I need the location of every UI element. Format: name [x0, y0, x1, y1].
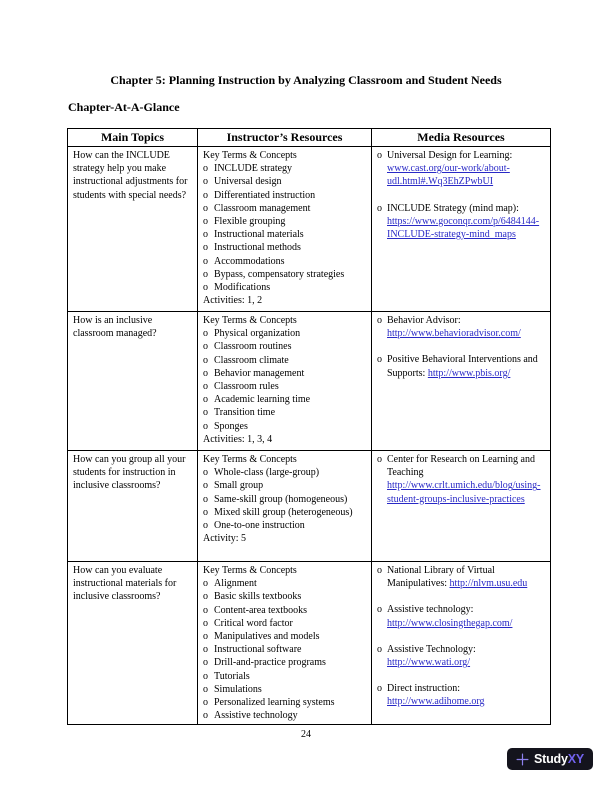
key-term-item: [203, 493, 362, 506]
instructor-resources-cell: [198, 562, 372, 725]
table-row: [68, 147, 551, 312]
bullet-icon: o: [203, 381, 208, 393]
bullet-icon: o: [377, 354, 382, 366]
topic-question: How can you group all your students for instruction in inclusive classrooms?: [73, 454, 186, 492]
key-term-text: Small group: [214, 480, 264, 492]
bullet-icon: o: [203, 506, 208, 518]
bullet-icon: o: [377, 643, 382, 655]
media-resource-item: [377, 603, 547, 629]
key-term-item: [203, 175, 362, 188]
key-term-text: Academic learning time: [214, 394, 311, 406]
media-resource-label: INCLUDE Strategy (mind map):: [387, 202, 519, 214]
bullet-icon: o: [203, 631, 208, 643]
media-resource-link[interactable]: http://www.crlt.umich.edu/blog/using-student-groups-inclusive-practices: [387, 480, 541, 505]
media-resources-cell: [372, 451, 551, 562]
key-term-text: Flexible grouping: [214, 216, 286, 228]
main-topic-cell: [68, 312, 198, 451]
column-header-instructors-resources: Instructor’s Resources: [198, 129, 372, 147]
table-row: [68, 312, 551, 451]
key-term-item: [203, 406, 362, 419]
key-term-item: [203, 228, 362, 241]
section-title: Chapter-At-A-Glance: [68, 100, 180, 114]
logo-text-study: Study: [533, 751, 568, 766]
bullet-icon: o: [203, 697, 208, 709]
bullet-icon: o: [203, 268, 208, 280]
bullet-icon: o: [203, 520, 208, 532]
key-term-item: [203, 340, 362, 353]
key-term-text: INCLUDE strategy: [214, 163, 293, 175]
bullet-icon: o: [203, 670, 208, 682]
key-term-item: [203, 202, 362, 215]
bullet-icon: o: [377, 604, 382, 616]
media-resources-cell: [372, 562, 551, 725]
key-term-text: Personalized learning systems: [214, 697, 335, 709]
media-resource-item: [377, 202, 547, 242]
main-topic-cell: [68, 451, 198, 562]
key-term-item: [203, 670, 362, 683]
bullet-icon: o: [203, 493, 208, 505]
table-row: [68, 562, 551, 725]
bullet-icon: o: [203, 255, 208, 267]
key-term-item: [203, 327, 362, 340]
key-term-item: [203, 604, 362, 617]
column-header-media-resources: Media Resources: [372, 129, 551, 147]
media-resource-link[interactable]: http://www.behavioradvisor.com/: [387, 328, 521, 340]
topic-question: How can you evaluate instructional materials for inclusive classrooms?: [73, 565, 177, 603]
key-terms-heading: Key Terms & Concepts: [203, 150, 297, 161]
bullet-icon: o: [377, 202, 382, 214]
key-term-item: [203, 506, 362, 519]
bullet-icon: o: [203, 480, 208, 492]
media-resource-link[interactable]: http://www.wati.org/: [387, 657, 471, 669]
key-term-item: [203, 215, 362, 228]
key-term-text: Differentiated instruction: [214, 189, 316, 201]
key-terms-heading: Key Terms & Concepts: [203, 454, 297, 465]
bullet-icon: o: [203, 202, 208, 214]
bullet-icon: o: [203, 163, 208, 175]
key-term-text: Tutorials: [214, 670, 250, 682]
bullet-icon: o: [203, 328, 208, 340]
key-term-text: Classroom management: [214, 202, 311, 214]
key-term-item: [203, 162, 362, 175]
bullet-icon: o: [203, 683, 208, 695]
activities-text: Activities: 1, 3, 4: [203, 433, 273, 445]
key-term-item: [203, 393, 362, 406]
topic-question: How is an inclusive classroom managed?: [73, 315, 157, 340]
studyxy-logo-badge: [507, 748, 593, 770]
bullet-icon: o: [203, 407, 208, 419]
key-term-item: [203, 367, 362, 380]
key-term-item: [203, 420, 362, 433]
key-term-text: Physical organization: [214, 328, 301, 340]
main-topic-cell: [68, 562, 198, 725]
bullet-icon: o: [203, 578, 208, 590]
media-resource-link[interactable]: http://www.pbis.org/: [427, 367, 511, 379]
plus-icon: [516, 753, 529, 766]
key-term-item: [203, 268, 362, 281]
media-resource-item: [377, 314, 547, 340]
key-term-item: [203, 255, 362, 268]
table-row: [68, 451, 551, 562]
key-term-item: [203, 519, 362, 532]
media-resource-item: [377, 682, 547, 708]
media-resources-cell: [372, 312, 551, 451]
bullet-icon: o: [203, 354, 208, 366]
key-term-text: Classroom rules: [214, 381, 279, 393]
key-term-text: One-to-one instruction: [214, 520, 305, 532]
key-term-text: Mixed skill group (heterogeneous): [214, 506, 353, 518]
key-term-item: [203, 709, 362, 722]
logo-wordmark: [534, 753, 584, 766]
key-term-item: [203, 630, 362, 643]
key-term-text: Whole-class (large-group): [214, 467, 320, 479]
bullet-icon: o: [203, 617, 208, 629]
bullet-icon: o: [377, 565, 382, 576]
chapter-at-a-glance-table: [67, 128, 551, 725]
media-resource-link[interactable]: http://www.closingthegap.com/: [387, 617, 513, 629]
key-term-text: Transition time: [214, 407, 276, 419]
key-term-item: [203, 577, 362, 590]
media-resource-item: [377, 149, 547, 189]
key-term-item: [203, 617, 362, 630]
activities-text: Activity: 5: [203, 533, 247, 545]
media-resource-link[interactable]: http://www.adihome.org: [387, 696, 485, 708]
key-term-item: [203, 466, 362, 479]
media-resource-label: Universal Design for Learning:: [387, 150, 513, 161]
bullet-icon: o: [203, 657, 208, 669]
instructor-resources-cell: [198, 312, 372, 451]
chapter-title: Chapter 5: Planning Instruction by Analyzing Classroom and Student Needs: [110, 73, 502, 87]
key-term-item: [203, 590, 362, 603]
media-resource-label: Assistive Technology:: [387, 643, 476, 655]
key-term-text: Drill-and-practice programs: [214, 657, 326, 669]
bullet-icon: o: [203, 394, 208, 406]
activities-text: Activities: 1, 2: [203, 295, 263, 307]
bullet-icon: o: [203, 282, 208, 294]
key-term-text: Critical word factor: [214, 617, 293, 629]
media-resource-link[interactable]: www.cast.org/our-work/about-udl.html#.Wq3EhZPwbUI: [387, 163, 510, 188]
key-term-item: [203, 683, 362, 696]
instructor-resources-cell: [198, 147, 372, 312]
bullet-icon: o: [203, 644, 208, 656]
media-resource-item: [377, 353, 547, 379]
media-resource-label: Direct instruction:: [387, 683, 461, 695]
bullet-icon: o: [203, 467, 208, 479]
key-term-text: Same-skill group (homogeneous): [214, 493, 348, 505]
media-resource-label: Center for Research on Learning and Teaching: [387, 454, 535, 479]
bullet-icon: o: [203, 367, 208, 379]
media-resource-label: Assistive technology:: [387, 604, 474, 616]
key-terms-heading: Key Terms & Concepts: [203, 315, 297, 326]
bullet-icon: o: [377, 150, 382, 161]
key-term-item: [203, 479, 362, 492]
media-resource-label: National Library of Virtual Manipulatives:: [387, 565, 495, 590]
key-term-item: [203, 241, 362, 254]
topic-question: How can the INCLUDE strategy help you make instructional adjustments for students with special needs?: [73, 150, 188, 201]
bullet-icon: o: [203, 229, 208, 241]
key-term-text: Manipulatives and models: [214, 631, 320, 643]
instructor-resources-cell: [198, 451, 372, 562]
media-resource-label: Behavior Advisor:: [387, 315, 461, 326]
table-body: [68, 147, 551, 725]
media-resource-link[interactable]: https://www.goconqr.com/p/6484144-INCLUDE-strategy-mind_maps: [387, 215, 540, 241]
column-header-main-topics: Main Topics: [68, 129, 198, 147]
table-header-row: [68, 129, 551, 147]
bullet-icon: o: [377, 315, 382, 326]
bullet-icon: o: [203, 604, 208, 616]
bullet-icon: o: [203, 591, 208, 603]
media-resources-cell: [372, 147, 551, 312]
key-term-item: [203, 380, 362, 393]
page-number: 24: [301, 729, 311, 740]
bullet-icon: o: [203, 420, 208, 432]
key-term-text: Content-area textbooks: [214, 604, 308, 616]
key-term-item: [203, 354, 362, 367]
key-term-text: Behavior management: [214, 367, 305, 379]
key-term-text: Sponges: [214, 420, 248, 432]
key-term-text: Classroom routines: [214, 341, 292, 353]
key-term-text: Universal design: [214, 176, 282, 188]
key-term-item: [203, 696, 362, 709]
key-term-text: Bypass, compensatory strategies: [214, 268, 345, 280]
key-term-text: Instructional methods: [214, 242, 301, 254]
key-term-text: Instructional software: [214, 644, 302, 656]
key-term-item: [203, 281, 362, 294]
main-topic-cell: [68, 147, 198, 312]
media-resource-item: [377, 453, 547, 506]
key-terms-heading: Key Terms & Concepts: [203, 565, 297, 576]
bullet-icon: o: [377, 454, 382, 465]
key-term-text: Assistive technology: [214, 710, 298, 722]
media-resource-item: [377, 643, 547, 669]
bullet-icon: o: [203, 341, 208, 353]
key-term-text: Modifications: [214, 282, 271, 294]
key-term-item: [203, 656, 362, 669]
bullet-icon: o: [203, 216, 208, 228]
bullet-icon: o: [377, 683, 382, 695]
bullet-icon: o: [203, 242, 208, 254]
key-term-text: Accommodations: [214, 255, 285, 267]
key-term-text: Alignment: [214, 578, 257, 590]
key-term-text: Classroom climate: [214, 354, 289, 366]
key-term-text: Basic skills textbooks: [214, 591, 302, 603]
bullet-icon: o: [203, 189, 208, 201]
media-resource-label: Positive Behavioral Interventions and Supports:: [387, 354, 538, 379]
bullet-icon: o: [203, 710, 208, 722]
key-term-item: [203, 643, 362, 656]
bullet-icon: o: [203, 176, 208, 188]
logo-text-xy: XY: [567, 751, 584, 766]
media-resource-link[interactable]: http://nlvm.usu.edu: [449, 578, 528, 590]
media-resource-item: [377, 564, 547, 590]
key-term-text: Instructional materials: [214, 229, 304, 241]
key-term-item: [203, 189, 362, 202]
key-term-text: Simulations: [214, 683, 262, 695]
